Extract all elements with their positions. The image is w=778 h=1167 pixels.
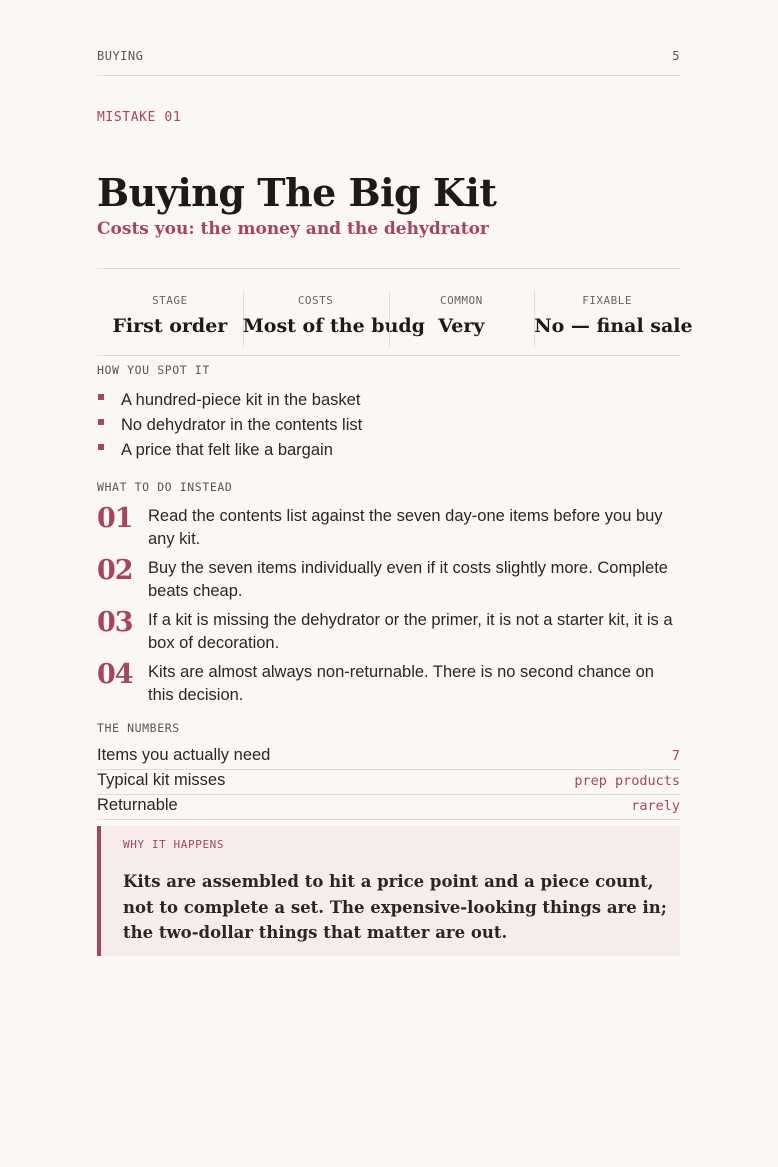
fact-common	[389, 269, 535, 355]
list-item	[97, 439, 362, 464]
step-item	[97, 661, 680, 713]
bullet-square-icon	[98, 444, 104, 450]
facts-strip	[97, 268, 693, 356]
step-text: Kits are almost always non-returnable. There is no second chance on this decision.	[148, 663, 654, 704]
fact-label: STAGE	[152, 294, 188, 307]
numbers-key: Returnable	[97, 796, 178, 814]
step-number: 04	[97, 659, 133, 690]
fact-label: COSTS	[297, 294, 334, 307]
fact-value: Most of the budg	[242, 315, 425, 337]
fact-costs	[242, 269, 425, 355]
why-callout	[97, 826, 680, 956]
page-number: 5	[672, 49, 680, 63]
numbers-key: Items you actually need	[97, 746, 271, 764]
list-item	[97, 389, 362, 414]
step-number: 02	[97, 555, 133, 586]
running-head	[97, 49, 680, 76]
step-number: 03	[97, 607, 133, 638]
step-item	[97, 557, 680, 609]
mistake-kicker: MISTAKE 01	[97, 110, 182, 125]
step-text: If a kit is missing the dehydrator or the primer, it is not a starter kit, it is a box of decoration.	[148, 611, 673, 652]
bullet-square-icon	[98, 394, 104, 400]
callout-text: Kits are assembled to hit a price point and a piece count, not to complete a set. The expensive-looking things are in; the two-dollar things that matter are out.	[123, 872, 667, 942]
callout-label: WHY IT HAPPENS	[123, 838, 225, 851]
step-item	[97, 505, 680, 557]
fact-stage	[97, 269, 243, 355]
table-row	[97, 745, 680, 770]
fact-fixable	[534, 269, 693, 355]
list-item	[97, 414, 362, 439]
numbers-section-label: THE NUMBERS	[97, 721, 180, 735]
step-item	[97, 609, 680, 661]
fact-label: COMMON	[440, 294, 483, 307]
step-number: 01	[97, 503, 133, 534]
list-item-text: A price that felt like a bargain	[121, 441, 333, 459]
instead-section-label: WHAT TO DO INSTEAD	[97, 480, 233, 494]
numbers-value: rarely	[631, 798, 680, 814]
spot-section-label: HOW YOU SPOT IT	[97, 363, 210, 377]
numbers-value: 7	[671, 748, 680, 764]
fact-value: First order	[112, 315, 228, 337]
list-item-text: A hundred-piece kit in the basket	[121, 391, 361, 409]
running-head-section: BUYING	[97, 49, 144, 63]
table-row	[97, 795, 680, 820]
step-text: Read the contents list against the seven day-one items before you buy any kit.	[148, 507, 663, 548]
table-row	[97, 770, 680, 795]
fact-label: FIXABLE	[582, 294, 633, 307]
fact-value: Very	[438, 315, 485, 337]
numbers-key: Typical kit misses	[97, 771, 226, 789]
numbers-value: prep products	[574, 773, 680, 789]
page-title: Buying The Big Kit	[97, 170, 497, 215]
step-text: Buy the seven items individually even if it costs slightly more. Complete beats cheap.	[148, 559, 668, 600]
bullet-square-icon	[98, 419, 104, 425]
list-item-text: No dehydrator in the contents list	[121, 416, 363, 434]
spot-list	[97, 389, 362, 464]
page-subtitle: Costs you: the money and the dehydrator	[97, 219, 489, 239]
numbers-table	[97, 745, 680, 820]
fact-value: No — final sale	[534, 315, 693, 337]
steps-list	[97, 505, 680, 713]
